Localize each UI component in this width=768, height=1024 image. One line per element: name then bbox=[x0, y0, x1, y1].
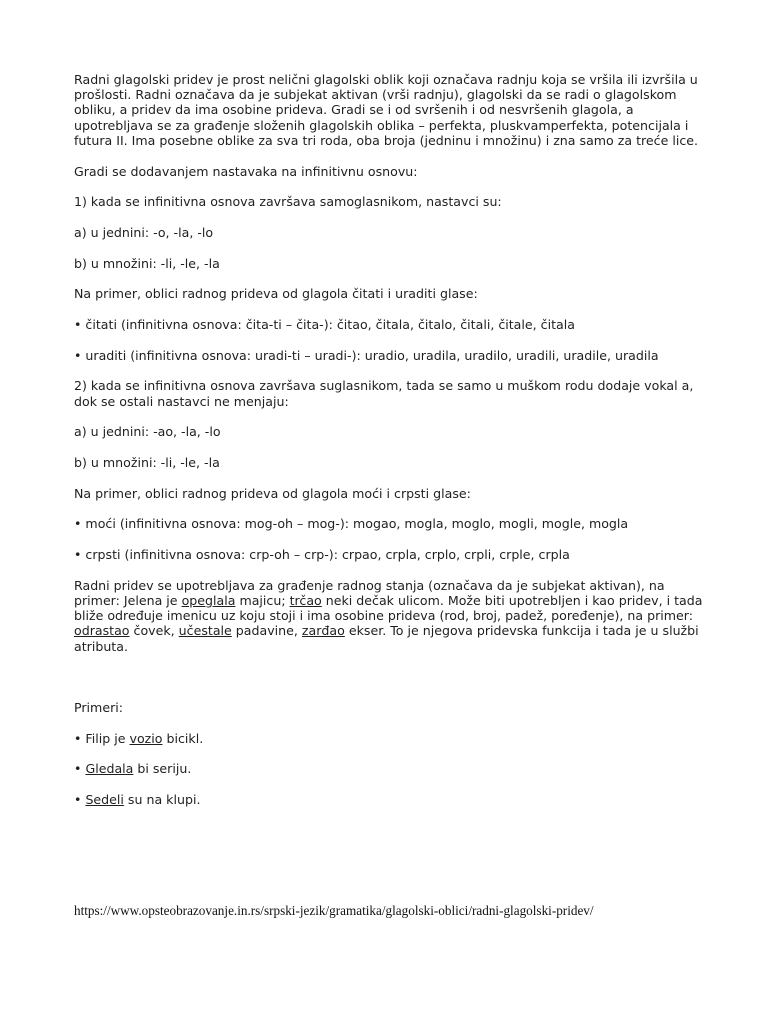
example-1-uraditi: • uraditi (infinitivna osnova: uradi-ti – uradi-): uradio, uradila, uradilo, uradili, uradile, uradila bbox=[74, 347, 659, 363]
usage-text-2: majicu; bbox=[235, 593, 290, 609]
example-1-citati: • čitati (infinitivna osnova: čita-ti – čita-): čitao, čitala, čitalo, čitali, čitale, čitala bbox=[74, 317, 575, 333]
example-2-intro: Na primer, oblici radnog prideva od glagola moći i crpsti glase: bbox=[74, 485, 471, 501]
source-url: https://www.opsteobrazovanje.in.rs/srpski-jezik/gramatika/glagolski-oblici/radni-glagolski-pridev/ bbox=[74, 903, 594, 918]
usage-text-4: čovek, bbox=[129, 623, 179, 639]
rule-2: 2) kada se infinitivna osnova završava suglasnikom, tada se samo u muškom rodu dodaje vokal a, dok se ostali nastavci ne menjaju: bbox=[74, 378, 694, 409]
examples-heading: Primeri: bbox=[74, 699, 123, 715]
formation-paragraph: Gradi se dodavanjem nastavaka na infinitivnu osnovu: bbox=[74, 163, 418, 179]
rule-1-plural: b) u množini: -li, -le, -la bbox=[74, 255, 220, 271]
example-sentence-3-verb: Sedeli bbox=[85, 791, 124, 807]
example-sentence-2: • Gledala bi seriju. bbox=[74, 761, 192, 777]
rule-2-plural: b) u množini: -li, -le, -la bbox=[74, 455, 220, 471]
usage-text-6: ekser. To je njegova pridevska funkcija i tada je u službi atributa. bbox=[74, 623, 699, 654]
usage-example-zardao: zarđao bbox=[301, 623, 345, 639]
usage-text-5: padavine, bbox=[231, 623, 302, 639]
example-1-intro: Na primer, oblici radnog prideva od glagola čitati i uraditi glase: bbox=[74, 286, 478, 302]
intro-paragraph: Radni glagolski pridev je prost nelični glagolski oblik koji označava radnju koja se vršila ili izvršila u prošlosti. Radni označava da je subjekat aktivan (vrši radnju), glagolski da se radi o glagolskom obliku, a pridev da ima osobine prideva. Gradi se i od svršenih i od nesvršenih glagola, a upotrebljava se za građenje složenih glagolskih oblika – perfekta, pluskvamperfekta, potencijala i futura II. Ima posebne oblike za sva tri roda, oba broja (jedninu i množinu) i zna samo za treće lice. bbox=[74, 72, 699, 148]
example-2-crpsti: • crpsti (infinitivna osnova: crp-oh – crp-): crpao, crpla, crplo, crpli, crple, crpla bbox=[74, 547, 570, 563]
example-sentence-3: • Sedeli su na klupi. bbox=[74, 791, 201, 807]
example-sentence-1: • Filip je vozio bicikl. bbox=[74, 730, 204, 746]
usage-example-odrastao: odrastao bbox=[74, 623, 130, 639]
rule-1-singular: a) u jednini: -o, -la, -lo bbox=[74, 224, 214, 240]
usage-example-trcao: trčao bbox=[289, 593, 322, 609]
usage-text-1: Radni pridev se upotrebljava za građenje radnog stanja (označava da je subjekat aktivan), na primer: Jelena je bbox=[74, 577, 665, 609]
usage-example-opeglala: opeglala bbox=[181, 593, 236, 609]
usage-text-3: neki dečak ulicom. Može biti upotrebljen i kao pridev, i tada bliže određuje imenicu uz koju stoji i ima osobine prideva (rod, broj, padež, poređenje), na primer: bbox=[74, 593, 703, 624]
usage-example-ucestale: učestale bbox=[178, 623, 232, 639]
usage-paragraph bbox=[74, 578, 704, 654]
rule-1: 1) kada se infinitivna osnova završava samoglasnikom, nastavci su: bbox=[74, 194, 502, 210]
example-sentence-1-verb: vozio bbox=[129, 730, 163, 746]
document-body bbox=[74, 72, 704, 807]
example-2-moci: • moći (infinitivna osnova: mog-oh – mog-): mogao, mogla, moglo, mogli, mogle, mogla bbox=[74, 516, 629, 532]
example-sentence-2-verb: Gledala bbox=[85, 761, 134, 777]
rule-2-singular: a) u jednini: -ao, -la, -lo bbox=[74, 424, 221, 440]
